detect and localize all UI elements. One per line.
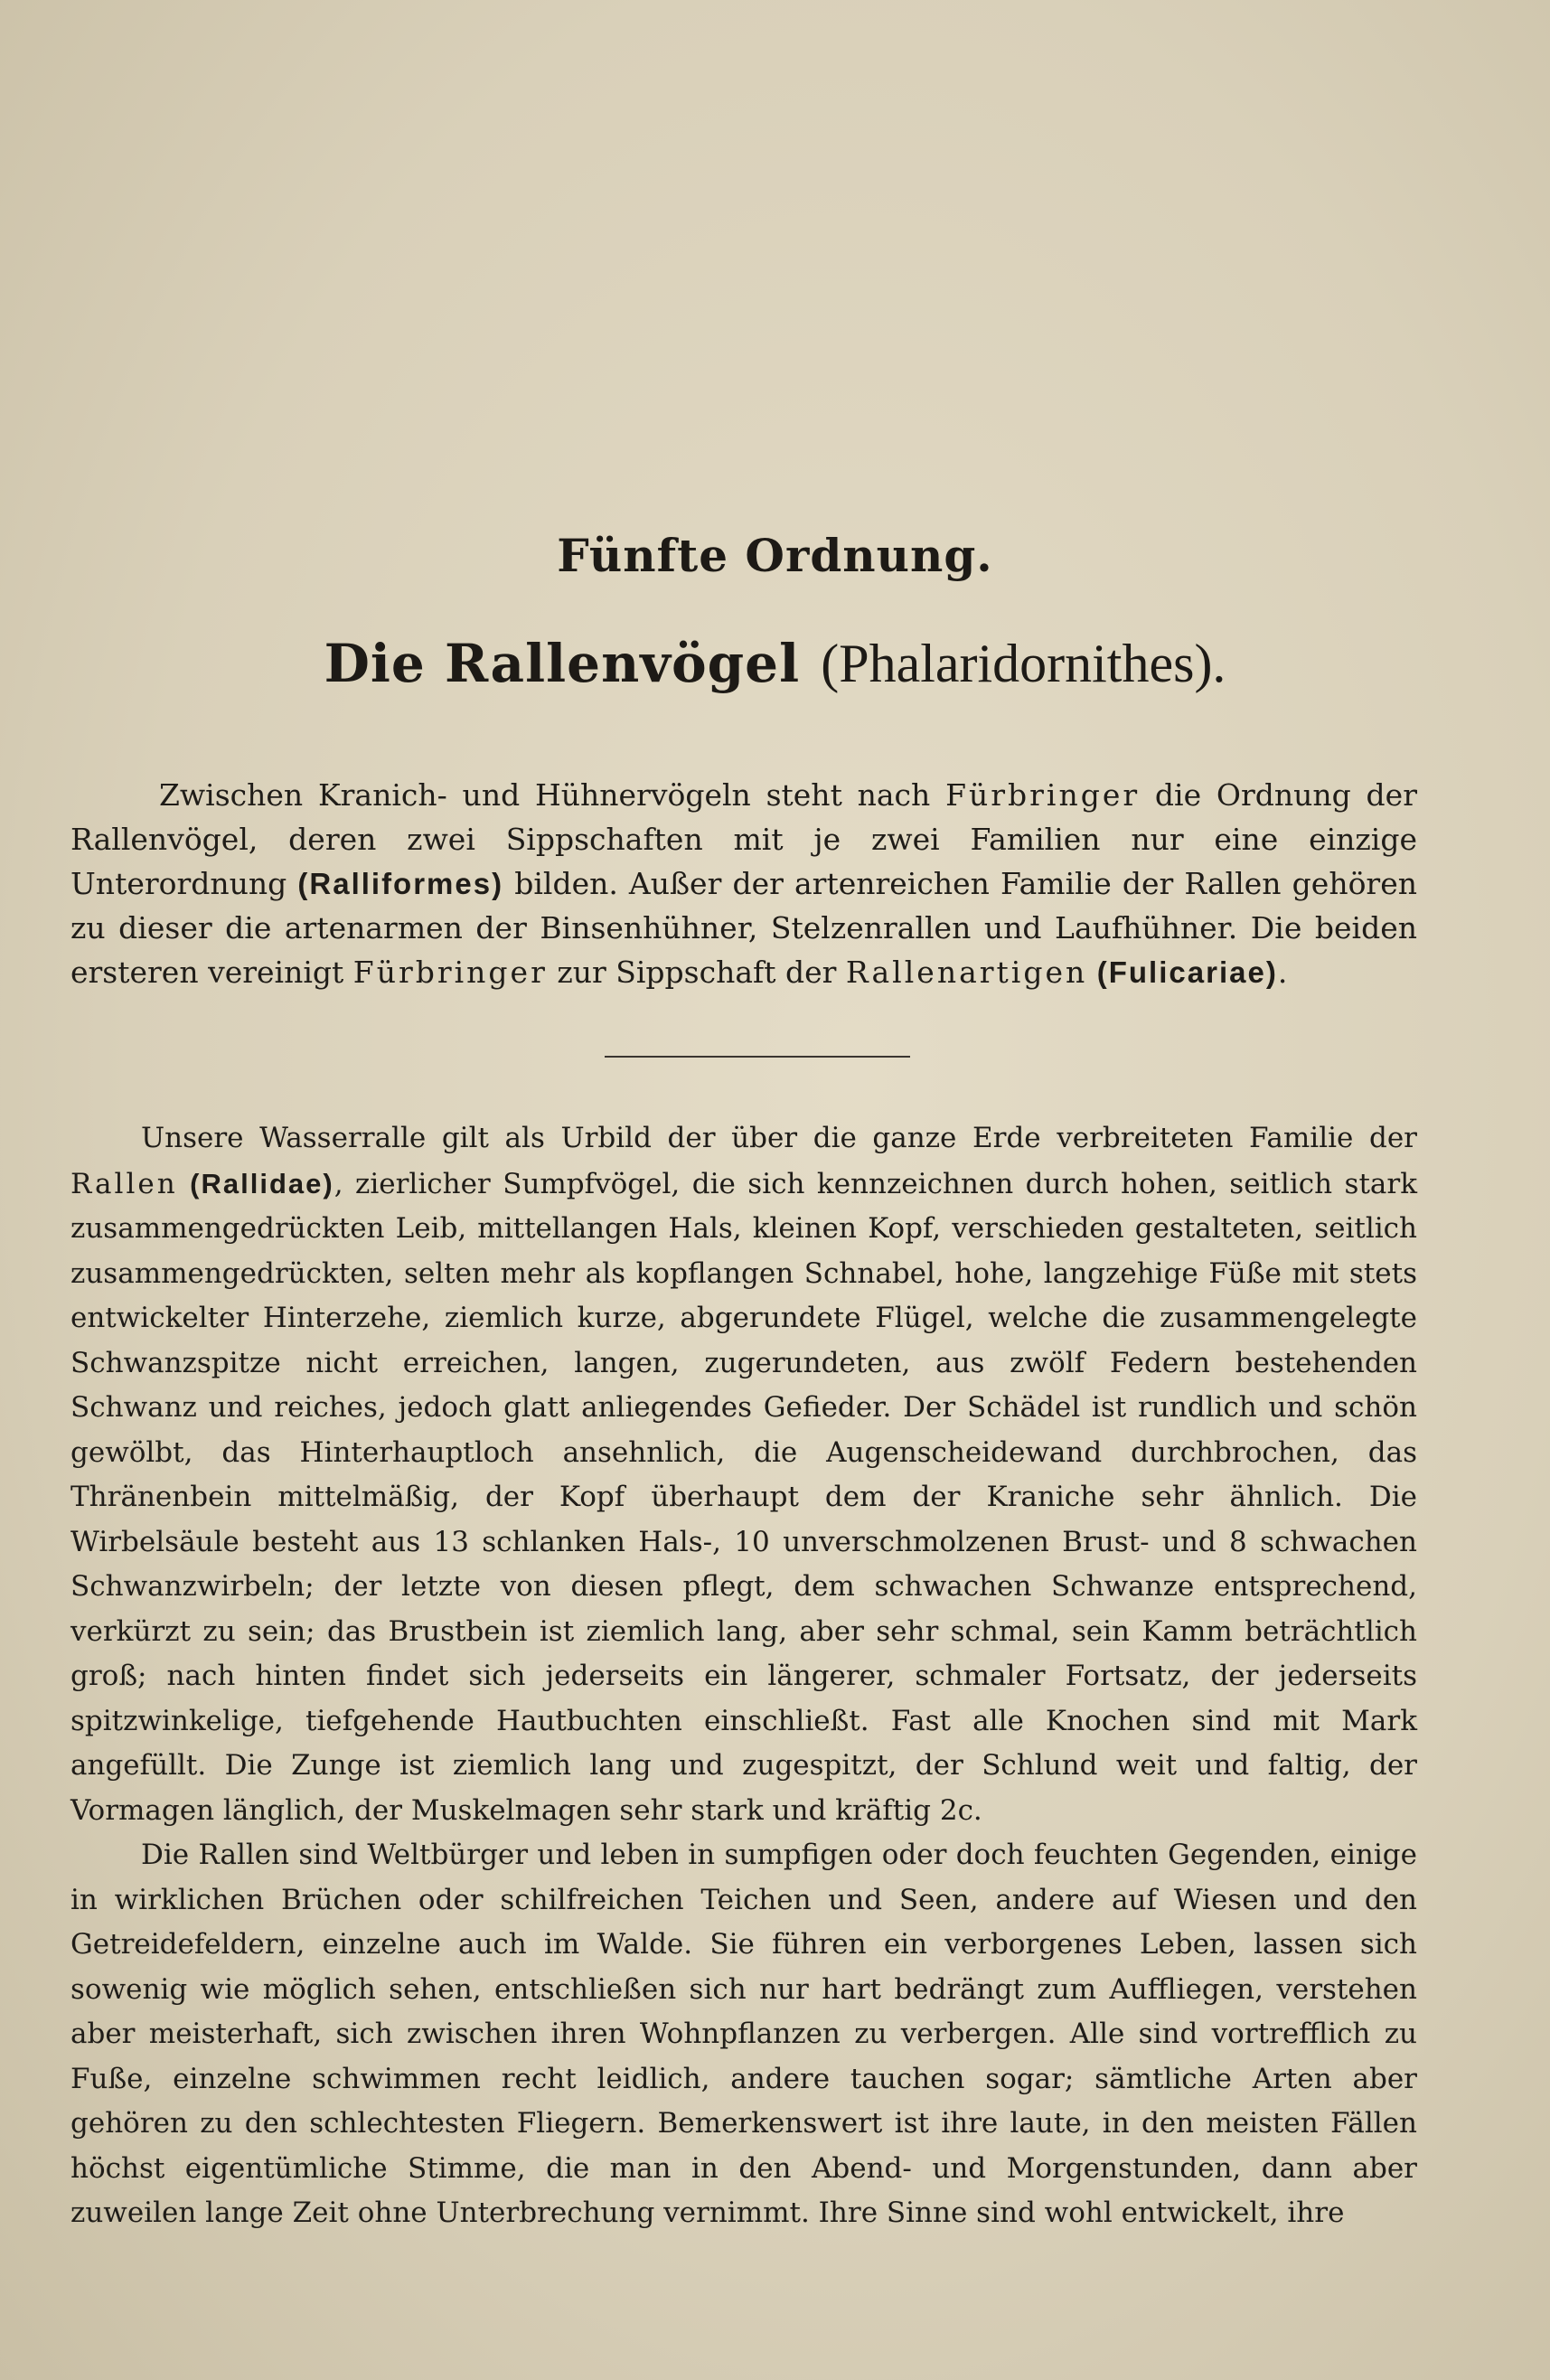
main-body (70, 1116, 1417, 2236)
body-text: Unsere Wasserralle gilt als Urbild der über die ganze Erde verbreiteten Familie der (141, 1122, 1417, 1154)
family-title-german: Die Rallenvögel (324, 633, 801, 694)
intro-text: . (1277, 955, 1288, 990)
intro-text: bilden. Außer der artenreichen Familie der Rallen gehören zu dieser die artenarmen der Binsenhühner, Stelzenrallen und Laufhühner. Die beiden ersteren vereinigt (70, 866, 1417, 990)
intro-paragraph (70, 773, 1417, 994)
intro-text: zur Sippschaft der (547, 955, 846, 990)
family-title-latin: (Phalaridornithes). (821, 634, 1226, 693)
body-paragraph: Die Rallen sind Weltbürger und leben in sumpfigen oder doch feuchten Gegenden, einige in wirklichen Brüchen oder schilfreichen Teichen und Seen, andere auf Wiesen und den Getreidefeldern, einzelne auch im Walde. Sie führen ein verborgenes Leben, lassen sich sowenig wie möglich sehen, entschließen sich nur hart bedrängt zum Auffliegen, verstehen aber meisterhaft, sich zwischen ihren Wohnpflanzen zu verbergen. Alle sind vortrefflich zu Fuße, einzelne schwimmen recht leidlich, andere tauchen sogar; sämtliche Arten aber gehören zu den schlechtesten Fliegern. Bemerkenswert ist ihre laute, in den meisten Fällen höchst eigentümliche Stimme, die man in den Abend- und Morgenstunden, dann aber zuweilen lange Zeit ohne Unterbrechung vernimmt. Ihre Sinne sind wohl entwickelt, ihre (70, 1839, 1417, 2229)
body-text: , zierlicher Sumpfvögel, die sich kennzeichnen durch hohen, seitlich stark zusammengedrückten Leib, mittellangen Hals, kleinen Kopf, verschieden gestalteten, seitlich zusammengedrückten, selten mehr als kopflangen Schnabel, hohe, langzehige Füße mit stets entwickelter Hinterzehe, ziemlich kurze, abgerundete Flügel, welche die zusammengelegte Schwanzspitze nicht erreichen, langen, zugerundeten, aus zwölf Federn bestehenden Schwanz und reiches, jedoch glatt anliegendes Gefieder. Der Schädel ist rundlich und schön gewölbt, das Hinterhauptloch ansehnlich, die Augenscheidewand durchbrochen, das Thränenbein mittelmäßig, der Kopf überhaupt dem der Kraniche sehr ähnlich. Die Wirbelsäule besteht aus 13 schlanken Hals-, 10 unverschmolzenen Brust- und 8 schwachen Schwanzwirbeln; der letzte von diesen pflegt, dem schwachen Schwanze entsprechend, verkürzt zu sein; das Brustbein ist ziemlich lang, aber sehr schmal, sein Kamm beträchtlich groß; nach hinten findet sich jederseits ein längerer, schmaler Fortsatz, der jederseits spitzwinkelige, tiefgehende Hautbuchten einschließt. Fast alle Knochen sind mit Mark angefüllt. Die Zunge ist ziemlich lang und zugespitzt, der Schlund weit und faltig, der Vormagen länglich, der Muskelmagen sehr stark und kräftig 2c. (70, 1167, 1417, 1827)
latin-term: (Ralliformes) (297, 867, 504, 900)
order-heading: Fünfte Ordnung. (557, 529, 993, 582)
group-name: Rallenartigen (845, 955, 1088, 990)
intro-text: die Ordnung der Rallenvögel, deren zwei Sippschaften mit je zwei Familien nur eine einzige Unterordnung (70, 777, 1417, 901)
latin-term: (Fulicariae) (1096, 955, 1278, 989)
family-heading (0, 633, 1550, 695)
section-divider (605, 1056, 910, 1058)
family-name: Rallen (70, 1167, 178, 1200)
author-name: Fürbringer (352, 955, 548, 990)
latin-term: (Rallidae) (190, 1167, 334, 1199)
intro-text: Zwischen Kranich- und Hühnervögeln steht nach (159, 777, 946, 813)
author-name: Fürbringer (945, 777, 1141, 813)
body-paragraph (70, 1116, 1417, 1833)
